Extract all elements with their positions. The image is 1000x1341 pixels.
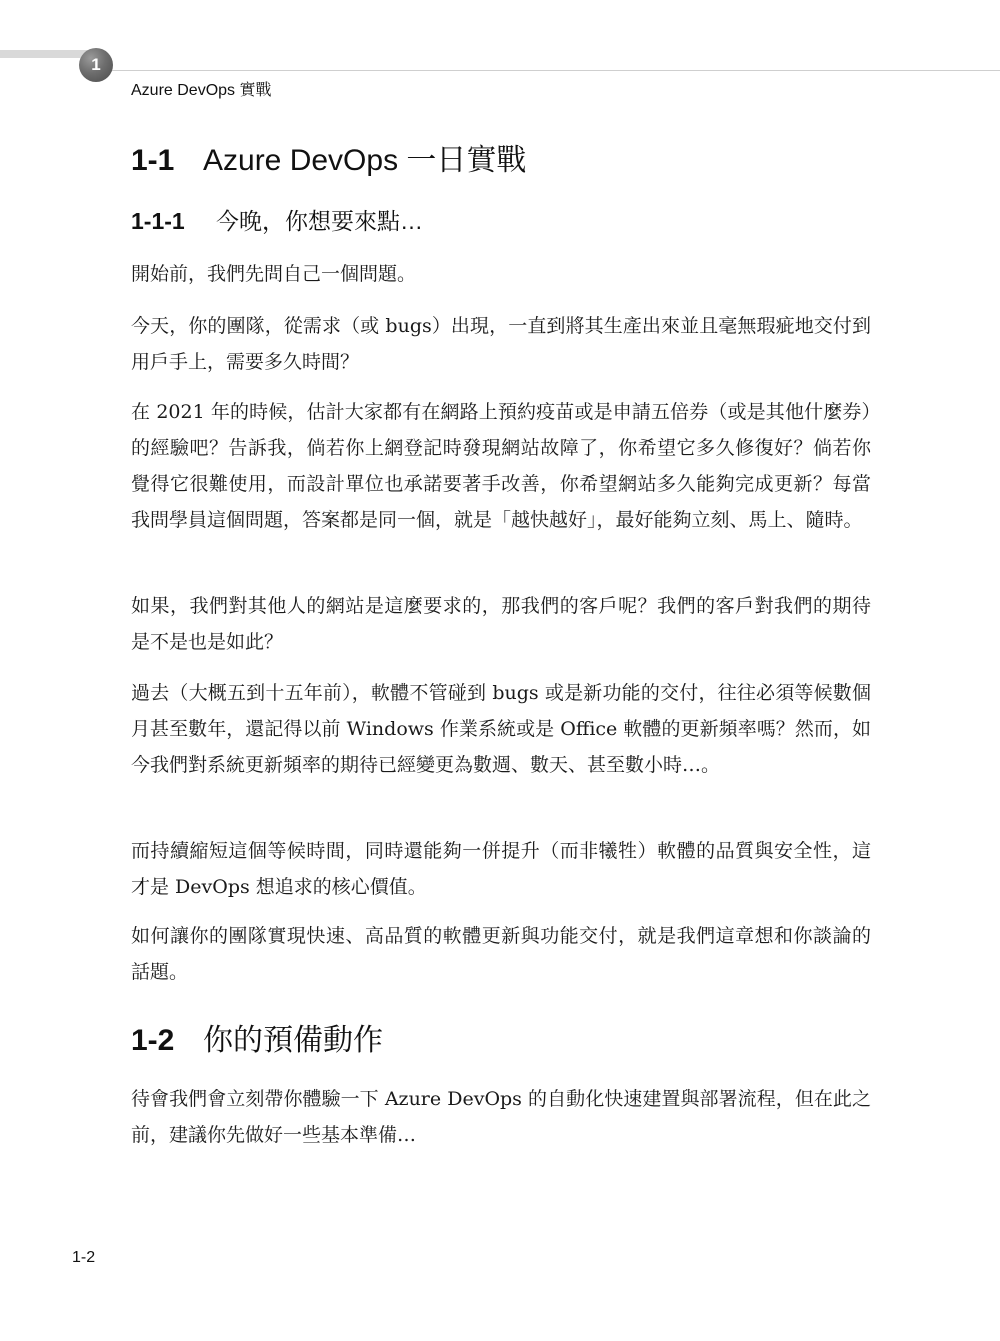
chapter-number-badge: 1 [79,48,113,82]
section-number: 1-2 [131,1024,175,1057]
paragraph-5: 過去（大概五到十五年前），軟體不管碰到 bugs 或是新功能的交付，往往必須等候數個月甚至數年，還記得以前 Windows 作業系統或是 Office 軟體的更新頻率嗎？然而，如今我們對系統更新頻率的期待已經變更為數週、數天、甚至數小時…。 [131,682,871,776]
subsection-heading-1-1-1 [131,208,423,236]
subsection-number: 1-1-1 [131,208,185,234]
paragraph-3: 在 2021 年的時候，估計大家都有在網路上預約疫苗或是申請五倍券（或是其他什麼券）的經驗吧？告訴我，倘若你上網登記時發現網站故障了，你希望它多久修復好？倘若你覺得它很難使用，而設計單位也承諾要著手改善，你希望網站多久能夠完成更新？每當我問學員這個問題，答案都是同一個，就是「越快越好」，最好能夠立刻、馬上、隨時。 [131,401,871,531]
header-rule-left [0,50,92,58]
section-heading-1-2 [131,1023,383,1059]
paragraph-8: 待會我們會立刻帶你體驗一下 Azure DevOps 的自動化快速建置與部署流程，但在此之前，建議你先做好一些基本準備… [131,1088,871,1146]
page-number: 1-2 [72,1249,96,1266]
header-rule-right [92,70,1000,71]
paragraph-7: 如何讓你的團隊實現快速、高品質的軟體更新與功能交付，就是我們這章想和你談論的話題。 [131,925,871,983]
section-title: Azure DevOps 一日實戰 [203,144,527,177]
paragraph-1: 開始前，我們先問自己一個問題。 [131,263,417,285]
paragraph-4: 如果，我們對其他人的網站是這麼要求的，那我們的客戶呢？我們的客戶對我們的期待是不是也是如此？ [131,595,871,653]
section-heading-1-1 [131,143,526,179]
running-head-title: Azure DevOps 實戰 [131,82,272,99]
section-number: 1-1 [131,144,175,177]
section-title: 你的預備動作 [203,1024,383,1057]
paragraph-2: 今天，你的團隊，從需求（或 bugs）出現，一直到將其生產出來並且毫無瑕疵地交付到用戶手上，需要多久時間？ [131,315,871,373]
paragraph-6: 而持續縮短這個等候時間，同時還能夠一併提升（而非犧牲）軟體的品質與安全性，這才是 DevOps 想追求的核心價值。 [131,840,871,898]
subsection-title: 今晚，你想要來點… [216,208,423,234]
